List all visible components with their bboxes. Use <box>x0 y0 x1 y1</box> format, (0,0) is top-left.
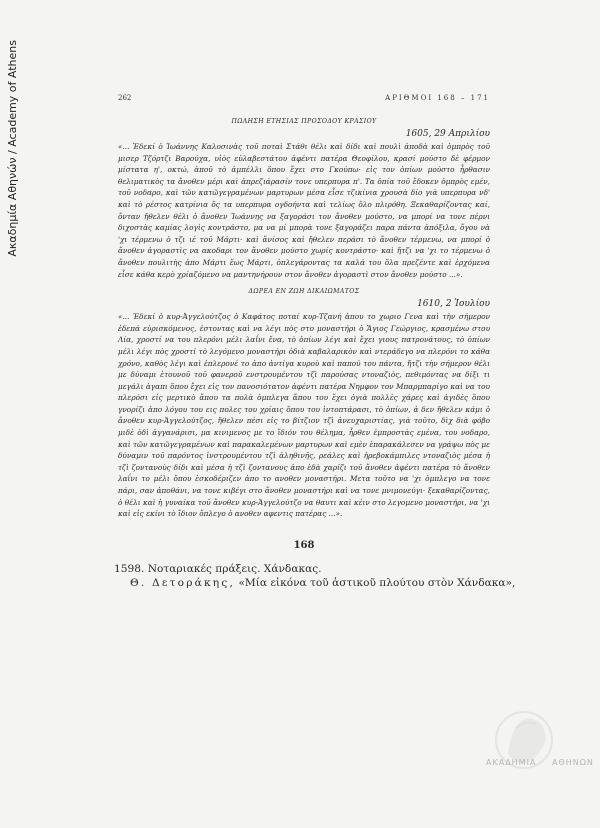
watermark-text-left: ΑΚΑΔΗΜΙΑ <box>486 758 537 767</box>
section-donation <box>118 288 490 520</box>
page-number: 262 <box>118 94 132 102</box>
bibliography-heading: Νοταριακές πράξεις. Χάνδακας. <box>147 562 322 575</box>
bibliography-number: 1598. <box>114 562 145 575</box>
section-title: ΔΩΡΕΑ ΕΝ ΖΩΗ ΔΙΚΑΙΩΜΑΤΟΣ <box>248 288 360 296</box>
bibliography-line-1 <box>114 562 490 575</box>
academy-watermark-logo <box>462 704 592 790</box>
institution-side-label: Ακαδημία Αθηνών / Academy of Athens <box>6 40 19 257</box>
section-text: «... Ἐδεκί ὁ Ἰωάννης Καλοσινὰς τοῦ ποταὶ Στάθι θέλι καὶ δίδι καὶ πουλὶ ἀποδὰ καὶ ὀμπρὸς τοῦ μισερ Τζόρτζι Βαρούχα, υἱὸς εὐλαβεστάτου ἀφέντι πατέρα Θεοφίλου, κρασί μούστο δὲ φέρμον μίστατα η', οκτώ, ἀποῦ τὸ ἀμπέλλι ὅπου ἔχει στο Γκούπω· εἰς τον ὁπίων μούστο ἦρθασιν θελιματικὸς τα ἄνοθεν μέρι καὶ ἀπρεζιάρασίν τονε υπερπυρα π'. Τα ὁπία τοῦ ἔδοκεν ὀμπρὸς εμέν, τοῦ νοδαρο, καὶ τῶν κατῶγεγραμένων μαρτυρων μέσα εἶσε τζικίνια χρουσὰ δίο γιὰ υπερπυρα νδ' καὶ τὸ ρέστος κατρίνια ὅς τα υπερπυρα ογδοήντα καὶ τελίως ὅλο πλιρόθη. Ξεκαθαρίζοντας καί, ὄνταν ἤθελεν θέλι ὁ ἄνοθεν Ἰωάννης να ξαγοράσι τον ἄνοθεν μούστο, να μπορί να τονε πέρνι διχοστὰς καμίας λογὶς κοντράστο, μα να μί μπορὰ τονε ξαγοράζει παρα πάντα ἀπόξιλα, ὄγου νὰ 'χι τέρμενω ὁ τζι ιέ τοῦ Μάρτι· καὶ ἄνίσος καὶ ἤθελεν περάσι τὸ ἄνοθεν τέρμενω, να μπορί ὁ ἄνοθεν ἀγοραστὶς να ακοδαρι τον ἄνοθεν μούστο χωρίς κοντράστο· καὶ ἤτζι να 'χι το τέρμενω ὁ ἄνοθεν πουλιτὴς ἀπο Μάρτι ἕως Μάρτι, ὀπλεγάροντας τα καλά του ὅλα πρεζέντε καὶ ἐρχόμενα εἶσε κάθα κερὸ χρίαζόμενο να μαντηνήρουν στον ἄνοθεν ἀγοραστὶ στον ἄνοθεν μούστο ...». <box>118 142 490 279</box>
watermark-text-right: ΑΘΗΝΩΝ <box>552 758 594 767</box>
bibliography-author: Θ. Δετοράκης, <box>130 576 236 589</box>
running-title: ΑΡΙΘΜΟΙ 168 – 171 <box>385 94 490 102</box>
running-header <box>118 94 490 102</box>
section-date: 1605, 29 Απριλίου <box>405 129 490 139</box>
bibliography-title: «Μία εἰκόνα τοῦ ἀστικοῦ πλούτου στὸν Χάνδακα», <box>238 576 516 589</box>
document-body <box>114 118 516 589</box>
bibliography-line-2 <box>130 576 516 589</box>
section-sale <box>118 118 490 280</box>
entry-number: 168 <box>293 539 315 551</box>
section-title: ΠΩΛΗΣΗ ΕΤΗΣΙΑΣ ΠΡΟΣΟΔΟΥ ΚΡΑΣΙΟΥ <box>231 118 377 125</box>
section-text: «... Ἐδεκί ὁ κυρ-Ἀγγελούτζος ὁ Καφάτος ποταί κυρ-Τζανή ἀπου το χωριο Γενα καὶ τὴν σήμερον ἐδεπά εὑρισκόμενος, ἐστοντας καὶ να λέγι πὸς στο μοναστήρι ὁ Ἅγιος Γεώργιος, κρασμένω στου Λία, χροστί να του πλερόνι μέλι λαΐνι ἕνα, τὸ ὁπίων λέγι καὶ ἔχει γιους πατρονάτους, τὸ ὁπίων μέλι λέγι πὸς χροστί τὸ λεγόμενο μοναστήρι ὀδιὰ καβαλαρικὸν καὶ ντεράδεγο να πλερόνι το κάθα χρόνο, καθὸς λέγι καὶ ἐπλερονέ το ἀπο ἀντίγα κυροὺ καὶ παπού του πάντα, ἤτζι τὴν σήμερον θέλι με δύναμι ἐτουνοῦ τοῦ φανεροῦ ενστρουμέντου τζὶ παρούσας ντοναζιὸς, πεθιμόντας να δίξι τι μεγάλι ἀγαπι ὅπου ἔχει εἰς τον πανοσιότατον ἀφέντι πατέρα Νημφον τον Μπαρμπαρίγο καὶ να του πλερόσι εἰς μερτικὸ ἄπου τα πολὰ ὀμπλεγα ἄπου του ἔχει ὀγιὰ πολλὲς χάρες καὶ ἀγιδὲς ὅπου γνορίζι ἀπο λόγου του εις πολες του χρίαις ὅπου του ἰντοπτάρασι, τὸ ὁπίων, ἀ δεν ἤθελεν κάμι ὁ ἄνοθεν κυρ-Ἀγγελούτζος, ἤθελεν πέσι εἰς το βίτζιον τζὶ ἀνευχαριστίας, γιὰ τοῦτο, δὶχ διὰ φόβο μιδὲ ὀδὶ ἀγγανάρισι, μα κινιμενος με το ἴδιόν του θέλημα, ἦρθεν ἐμπροστὰς εμένα, του νοδαρο, καὶ τῶν κατῶγεγραμένων καὶ παρακαλεμένων μαρτυρων καὶ εμὲν ἐπαρακάλεσεν να γράψω πὸς με δύναμιν τοῦ παρόντος ἰνστρουμέντου τζὶ ἀληθινῆς, ρεάλες καὶ ἠρεβοκάμπιλες ντοναζιὸς μέσα ἡ τζὶ ζοντανοὺς δίδι καὶ μέσα ἡ τζὶ ζοντανους ἀπο ἐδὰ χαρίζι τοῦ ἄνοθεν ἀφέντι πατέρα τὸ ἄνοθεν λαΐνι το μέλι ὅπου ἐσκοδέριζεν ἀπο το ανοθεν μοναστήρι. Μετα τοῦτο να 'χι ὀμπλεγο να τονε πάρι, σαν ἀποθάνι, να τονε κιβέγι στο ἄνοθεν μοναστήρι καὶ να τονε μνιμονεύγι· ξεκαθαρίζοντας, ὁ θέλι καὶ ἡ γυναίκα τοῦ ἄνοθεν κυρ-Ἀγγελούτζο να θαυτι καὶ κέιν στο λεγομενο μοναστήρι, να 'χι καὶ εἰς εκίνι τὸ ἴδιον ὄπλεγο ὁ ανοθεν αφεντις πατέρας ...». <box>118 312 490 519</box>
section-date: 1610, 2 Ἰουλίου <box>417 299 490 310</box>
